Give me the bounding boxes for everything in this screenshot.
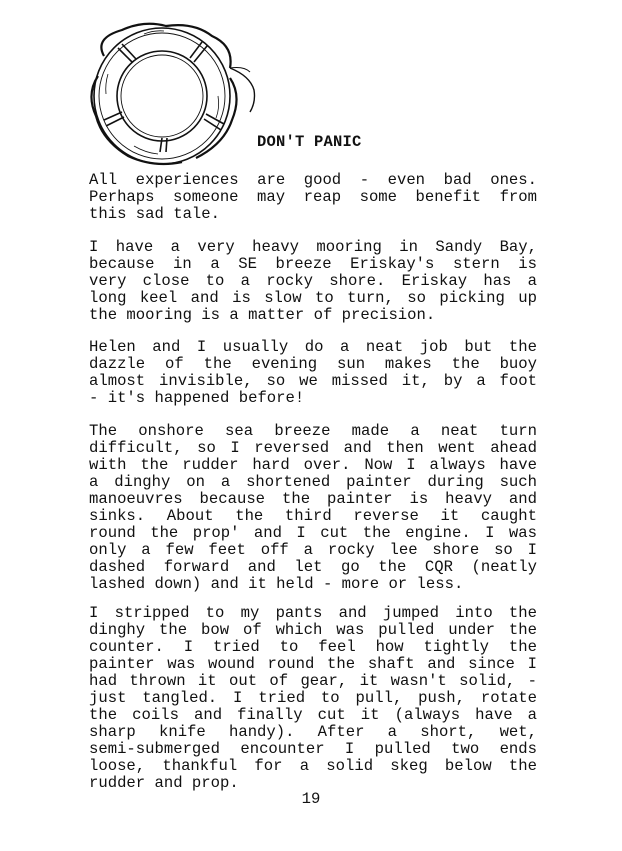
text-line: with the rudder hard over. Now I always have xyxy=(89,456,537,474)
text-line: I have a very heavy mooring in Sandy Bay, xyxy=(89,238,537,256)
text-line: dazzle of the evening sun makes the buoy xyxy=(89,355,537,373)
text-line: lashed down) and it held - more or less. xyxy=(89,575,464,593)
text-line: I stripped to my pants and jumped into the xyxy=(89,604,537,622)
page-title: DON'T PANIC xyxy=(257,133,362,151)
text-line: the mooring is a matter of precision. xyxy=(89,306,436,324)
text-line: just tangled. I tried to pull, push, rotate xyxy=(89,689,537,707)
text-line: Perhaps someone may reap some benefit from xyxy=(89,188,537,206)
paragraph xyxy=(89,239,537,324)
text-line: sharp knife handy). After a short, wet, xyxy=(89,723,537,741)
text-line: this sad tale. xyxy=(89,205,221,223)
text-line: semi-submerged encounter I pulled two ends xyxy=(89,740,537,758)
text-line: - it's happened before! xyxy=(89,389,305,407)
text-line: only a few feet off a rocky lee shore so I xyxy=(89,541,537,559)
paragraph xyxy=(89,605,537,792)
paragraph xyxy=(89,339,537,407)
text-line: The onshore sea breeze made a neat turn xyxy=(89,422,537,440)
text-line: because in a SE breeze Eriskay's stern is xyxy=(89,255,537,273)
text-line: very close to a rocky shore. Eriskay has a xyxy=(89,272,537,290)
text-line: painter was wound round the shaft and since I xyxy=(89,655,537,673)
text-line: long keel and is slow to turn, so picking up xyxy=(89,289,537,307)
text-line: loose, thankful for a solid skeg below the xyxy=(89,757,537,775)
text-line: dinghy the bow of which was pulled under the xyxy=(89,621,537,639)
text-line: a dinghy on a shortened painter during such xyxy=(89,473,537,491)
paragraph xyxy=(89,172,537,223)
text-line: rudder and prop. xyxy=(89,774,239,792)
text-line: almost invisible, so we missed it, by a foot xyxy=(89,372,537,390)
text-line: dashed forward and let go the CQR (neatly xyxy=(89,558,537,576)
text-line: manoeuvres because the painter is heavy and xyxy=(89,490,537,508)
text-line: had thrown it out of gear, it wasn't solid, - xyxy=(89,672,537,690)
text-line: the coils and finally cut it (always have a xyxy=(89,706,537,724)
text-line: round the prop' and I cut the engine. I was xyxy=(89,524,537,542)
text-line: Helen and I usually do a neat job but the xyxy=(89,338,537,356)
text-line: sinks. About the third reverse it caught xyxy=(89,507,537,525)
lifebuoy-icon xyxy=(74,16,260,166)
paragraph xyxy=(89,423,537,593)
page-number: 19 xyxy=(301,790,321,808)
text-line: All experiences are good - even bad ones. xyxy=(89,171,537,189)
text-line: difficult, so I reversed and then went ahead xyxy=(89,439,537,457)
text-line: counter. I tried to feel how tightly the xyxy=(89,638,537,656)
